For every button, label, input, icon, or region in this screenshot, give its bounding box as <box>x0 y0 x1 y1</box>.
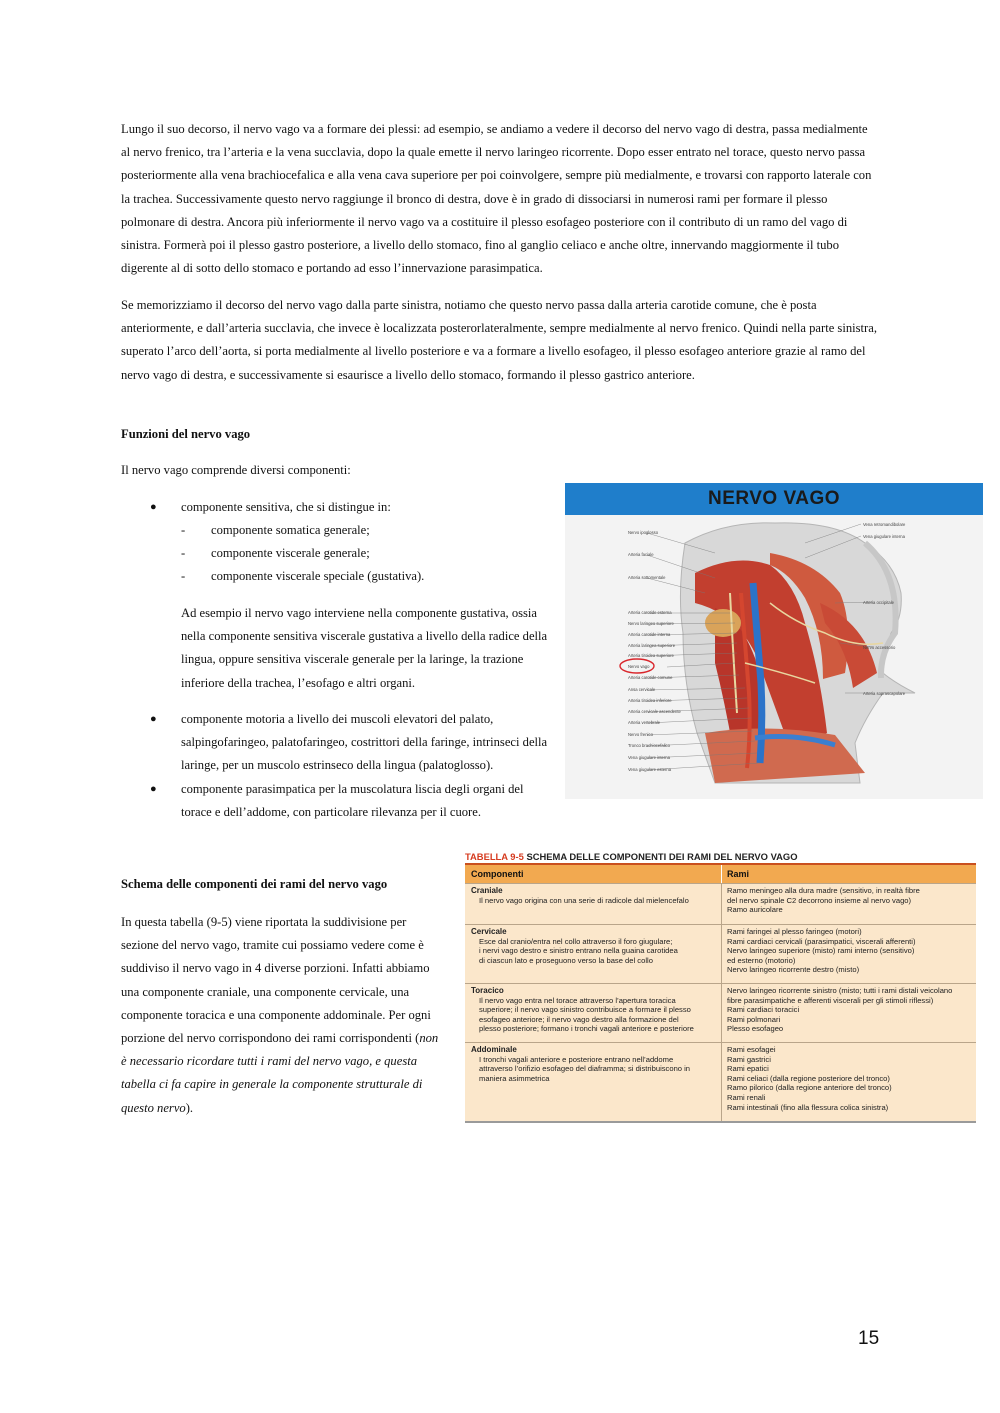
figure-label-left: Arteria vertebrale <box>628 720 661 725</box>
figure-label-left: Arteria carotide comune <box>628 675 673 680</box>
figure-label-left: Tronco brachiocefalico <box>628 743 670 748</box>
table-cell-rami <box>727 986 973 1034</box>
table-cell-rami <box>727 1045 973 1112</box>
rami-item: Ramo meningeo alla dura madre (sensitivo, in realtà fibre <box>727 886 920 895</box>
rami-item: Rami cardiaci toracici <box>727 1005 800 1015</box>
figure-label-left: Arteria tiroidea superiore <box>628 653 674 658</box>
section-name: Craniale <box>471 886 503 895</box>
section-name: Addominale <box>471 1045 517 1054</box>
table-cell-componente <box>471 986 717 1034</box>
bullet-icon: ● <box>150 713 157 725</box>
rami-item: Rami intestinali (fino alla flessura colica sinistra) <box>727 1102 889 1112</box>
rami-item: Nervo laringeo ricorrente sinistro (misto; tutti i rami distali veicolano <box>727 986 953 995</box>
funzioni-intro: Il nervo vago comprende diversi componenti: <box>121 463 351 477</box>
rami-item: Rami gastrici <box>727 1054 771 1064</box>
dash-icon: - <box>181 546 186 560</box>
bullet-item-parasimpatica <box>150 778 560 826</box>
rami-item: Rami renali <box>727 1092 766 1102</box>
figure-label-left: Arteria faciale <box>628 552 654 557</box>
rami-item: Nervo laringeo superiore (misto) rami interno (sensitivo) <box>727 946 915 956</box>
figure-label-left: Arteria sottomentale <box>628 575 666 580</box>
schema-paragraph <box>121 911 446 1120</box>
table-title: SCHEMA DELLE COMPONENTI DEI RAMI DEL NERVO VAGO <box>526 851 798 862</box>
rami-item: Rami cardiaci cervicali (parasimpatici, viscerali afferenti) <box>727 936 916 946</box>
bullet-text: componente parasimpatica per la muscolatura liscia degli organi del torace e dell’addome, con particolare rilevanza per il cuore. <box>181 782 524 820</box>
schema-italic-note: non è necessario ricordare tutti i rami del nervo vago, e questa tabella ci fa capire in generale la componente strutturale di questo nervo <box>121 1031 439 1115</box>
paragraph-decorso-sinistra: Se memorizziamo il decorso del nervo vago dalla parte sinistra, notiamo che questo nervo passa dalla arteria carotide comune, che è posta anteriormente, e dall’arteria succlavia, che invece è localizzata posterorlateralmente, sempre medialmente al nervo frenico. Quindi nella parte sinistra, superato l’arco dell’aorta, si porta medialmente al livello posteriore e va a formare a livello esofageo, il plesso esofageo anteriore grazie al ramo del nervo vago di destra, e successivamente si esaurisce a livello dello stomaco, formando il plesso gastrico anteriore. <box>121 298 877 382</box>
figure-label-left: Arteria carotide esterna <box>628 610 672 615</box>
section-name: Cervicale <box>471 927 507 936</box>
schema-text-end: ). <box>185 1100 194 1115</box>
figure-label-left: Arteria cervicale ascendente <box>628 709 681 714</box>
table-cell-componente <box>471 927 717 965</box>
figure-label-right: Vena giugulare interna <box>863 534 905 539</box>
column-header-rami: Rami <box>727 869 750 879</box>
table-row <box>465 924 976 983</box>
rami-item: Rami epatici <box>727 1064 769 1074</box>
table-header-row <box>465 865 976 883</box>
table-bottom-rule <box>465 1121 976 1123</box>
rami-item: Rami faringei al plesso faringeo (motori) <box>727 927 862 936</box>
section-name: Toracico <box>471 986 504 995</box>
rami-item: Rami esofagei <box>727 1045 776 1054</box>
figure-label-left: Vena giugulare esterna <box>628 767 672 772</box>
section-description: I tronchi vagali anteriore e posteriore entrano nell’addome attraverso l’orifizio esofageo del diaframma; si distribuiscono in maniera asimmetrica <box>479 1054 691 1083</box>
table-number: TABELLA 9-5 <box>465 851 524 862</box>
table-cell-componente <box>471 886 717 905</box>
figure-label-left: Nervo frenico <box>628 732 653 737</box>
bullet-item-motoria <box>150 708 560 778</box>
rami-item: del nervo spinale C2 decorrono insieme al nervo vago) <box>727 895 912 905</box>
page-number: 15 <box>858 1328 880 1349</box>
column-header-componenti: Componenti <box>471 869 524 879</box>
rami-item: Plesso esofageo <box>727 1024 784 1034</box>
figure-label-left: Arteria carotide interna <box>628 632 671 637</box>
figure-label-right: Arteria occipitale <box>863 600 894 605</box>
schema-text: In questa tabella (9-5) viene riportata la suddivisione per sezione del nervo vago, tramite cui possiamo vedere come è suddiviso il nervo vago in 4 diverse porzioni. Infatti abbiamo una componente craniale, una componente cervicale, una componente toracica e una componente addominale. Per ogni porzione del nervo corrispondono dei rami corrispondenti ( <box>121 915 431 1046</box>
rami-item: Ramo pilorico (dalla regione anteriore del tronco) <box>727 1083 892 1093</box>
section-description: Esce dal cranio/entra nel collo attraverso il foro giugulare; i nervi vago destro e sinistro entrano nella guaina carotidea di ciascun lato e proseguono verso la base del collo <box>479 936 678 965</box>
figure-label-left: Vena giugulare interna <box>628 755 670 760</box>
bullet-text: componente motoria a livello dei muscoli elevatori del palato, salpingofaringeo, palatofaringeo, costrittori della faringe, intrinseci della laringe, per un muscolo estrinseco della lingua (palatoglosso). <box>181 712 548 773</box>
figure-label-right: Arteria soprascapolare <box>863 691 906 696</box>
table-cell-componente <box>471 1045 717 1083</box>
figure-label-right: Nervo accessorio <box>863 645 896 650</box>
figure-label-left: Nervo vago <box>628 664 650 669</box>
figure-label-left: Arteria laringea superiore <box>628 643 676 648</box>
bullet-text: componente sensitiva, che si distingue in: <box>181 500 391 514</box>
table-cell-rami <box>727 886 973 915</box>
figure-label-left: Nervo laringeo superiore <box>628 621 674 626</box>
dash-icon: - <box>181 523 186 537</box>
paragraph-decorso-destra: Lungo il suo decorso, il nervo vago va a formare dei plessi: ad esempio, se andiamo a vedere il decorso del nervo vago di destra, passa medialmente al nervo frenico, tra l’arteria e la vena succlavia, dopo la quale emette il nervo laringeo ricorrente. Dopo esser entrato nel torace, questo nervo passa posteriormente alla vena brachiocefalica e alla vena cava superiore per poi coinvolgere, sempre più medialmente, e trovarsi con rapporto laterale con la trachea. Successivamente questo nervo raggiunge il bronco di destra, dove è in grado di dissociarsi in numerosi rami per formare il plesso polmonare di destra. Ancora più inferiormente il nervo vago va a costituire il plesso esofageo posteriore con il contributo di un ramo del vago di sinistra. Formerà poi il plesso gastro posteriore, a livello dello stomaco, fino al ganglio celiaco e anche oltre, innervando maggiormente il tubo digerente al di sotto dello stomaco e portando ad esso l’innervazione parasimpatica. <box>121 122 872 276</box>
bullet-item-sensitiva <box>150 496 560 520</box>
section-description: Il nervo vago origina con una serie di radicole dal mielencefalo <box>479 895 689 905</box>
example-paragraph: Ad esempio il nervo vago interviene nella componente gustativa, ossia nella componente sensitiva viscerale gustativa a livello della radice della lingua, oppure sensitiva viscerale generale per la laringe, la trazione inferiore della trachea, l’esofago e altri organi. <box>181 606 548 690</box>
bullet-icon: ● <box>150 501 157 513</box>
table-body <box>465 863 976 1123</box>
bullet-icon: ● <box>150 783 157 795</box>
sub-item-text: componente viscerale generale; <box>211 546 370 560</box>
rami-item: Rami polmonari <box>727 1014 781 1024</box>
rami-item: Ramo auricolare <box>727 905 783 915</box>
nervo-vago-illustration <box>565 483 983 799</box>
rami-item: ed esterno (motorio) <box>727 955 796 965</box>
figure-label-left: Ansa cervicale <box>628 687 656 692</box>
section-description: Il nervo vago entra nel torace attraverso l’apertura toracica superiore; il nervo vago sinistro contribuisce a formare il plesso esofageo anteriore; il nervo vago destro alla formazione del plesso posteriore; formano i tronchi vagali anteriore e posteriore <box>479 995 694 1034</box>
figure-label-right: Vena retromandibolare <box>863 522 906 527</box>
table-row <box>465 1042 976 1121</box>
table-9-5 <box>463 849 977 1149</box>
table-caption <box>465 851 798 862</box>
table-row <box>465 883 976 924</box>
table-cell-rami <box>727 927 973 975</box>
figure-label-left: Nervo ipoglosso <box>628 530 659 535</box>
sub-item-text: componente viscerale speciale (gustativa). <box>211 569 425 583</box>
rami-item: Nervo laringeo ricorrente destro (misto) <box>727 965 860 975</box>
section-heading-schema: Schema delle componenti dei rami del nervo vago <box>121 877 388 891</box>
dash-icon: - <box>181 569 186 583</box>
figure-label-left: Arteria tiroidea inferiore <box>628 698 672 703</box>
sub-item-text: componente somatica generale; <box>211 523 370 537</box>
table-row <box>465 983 976 1042</box>
section-heading-funzioni: Funzioni del nervo vago <box>121 427 251 441</box>
figure-title: NERVO VAGO <box>707 488 841 509</box>
rami-item: fibre parasimpatiche e afferenti viscerali per gli stimoli riflessi) <box>727 995 934 1005</box>
rami-item: Rami celiaci (dalla regione posteriore del tronco) <box>727 1073 890 1083</box>
